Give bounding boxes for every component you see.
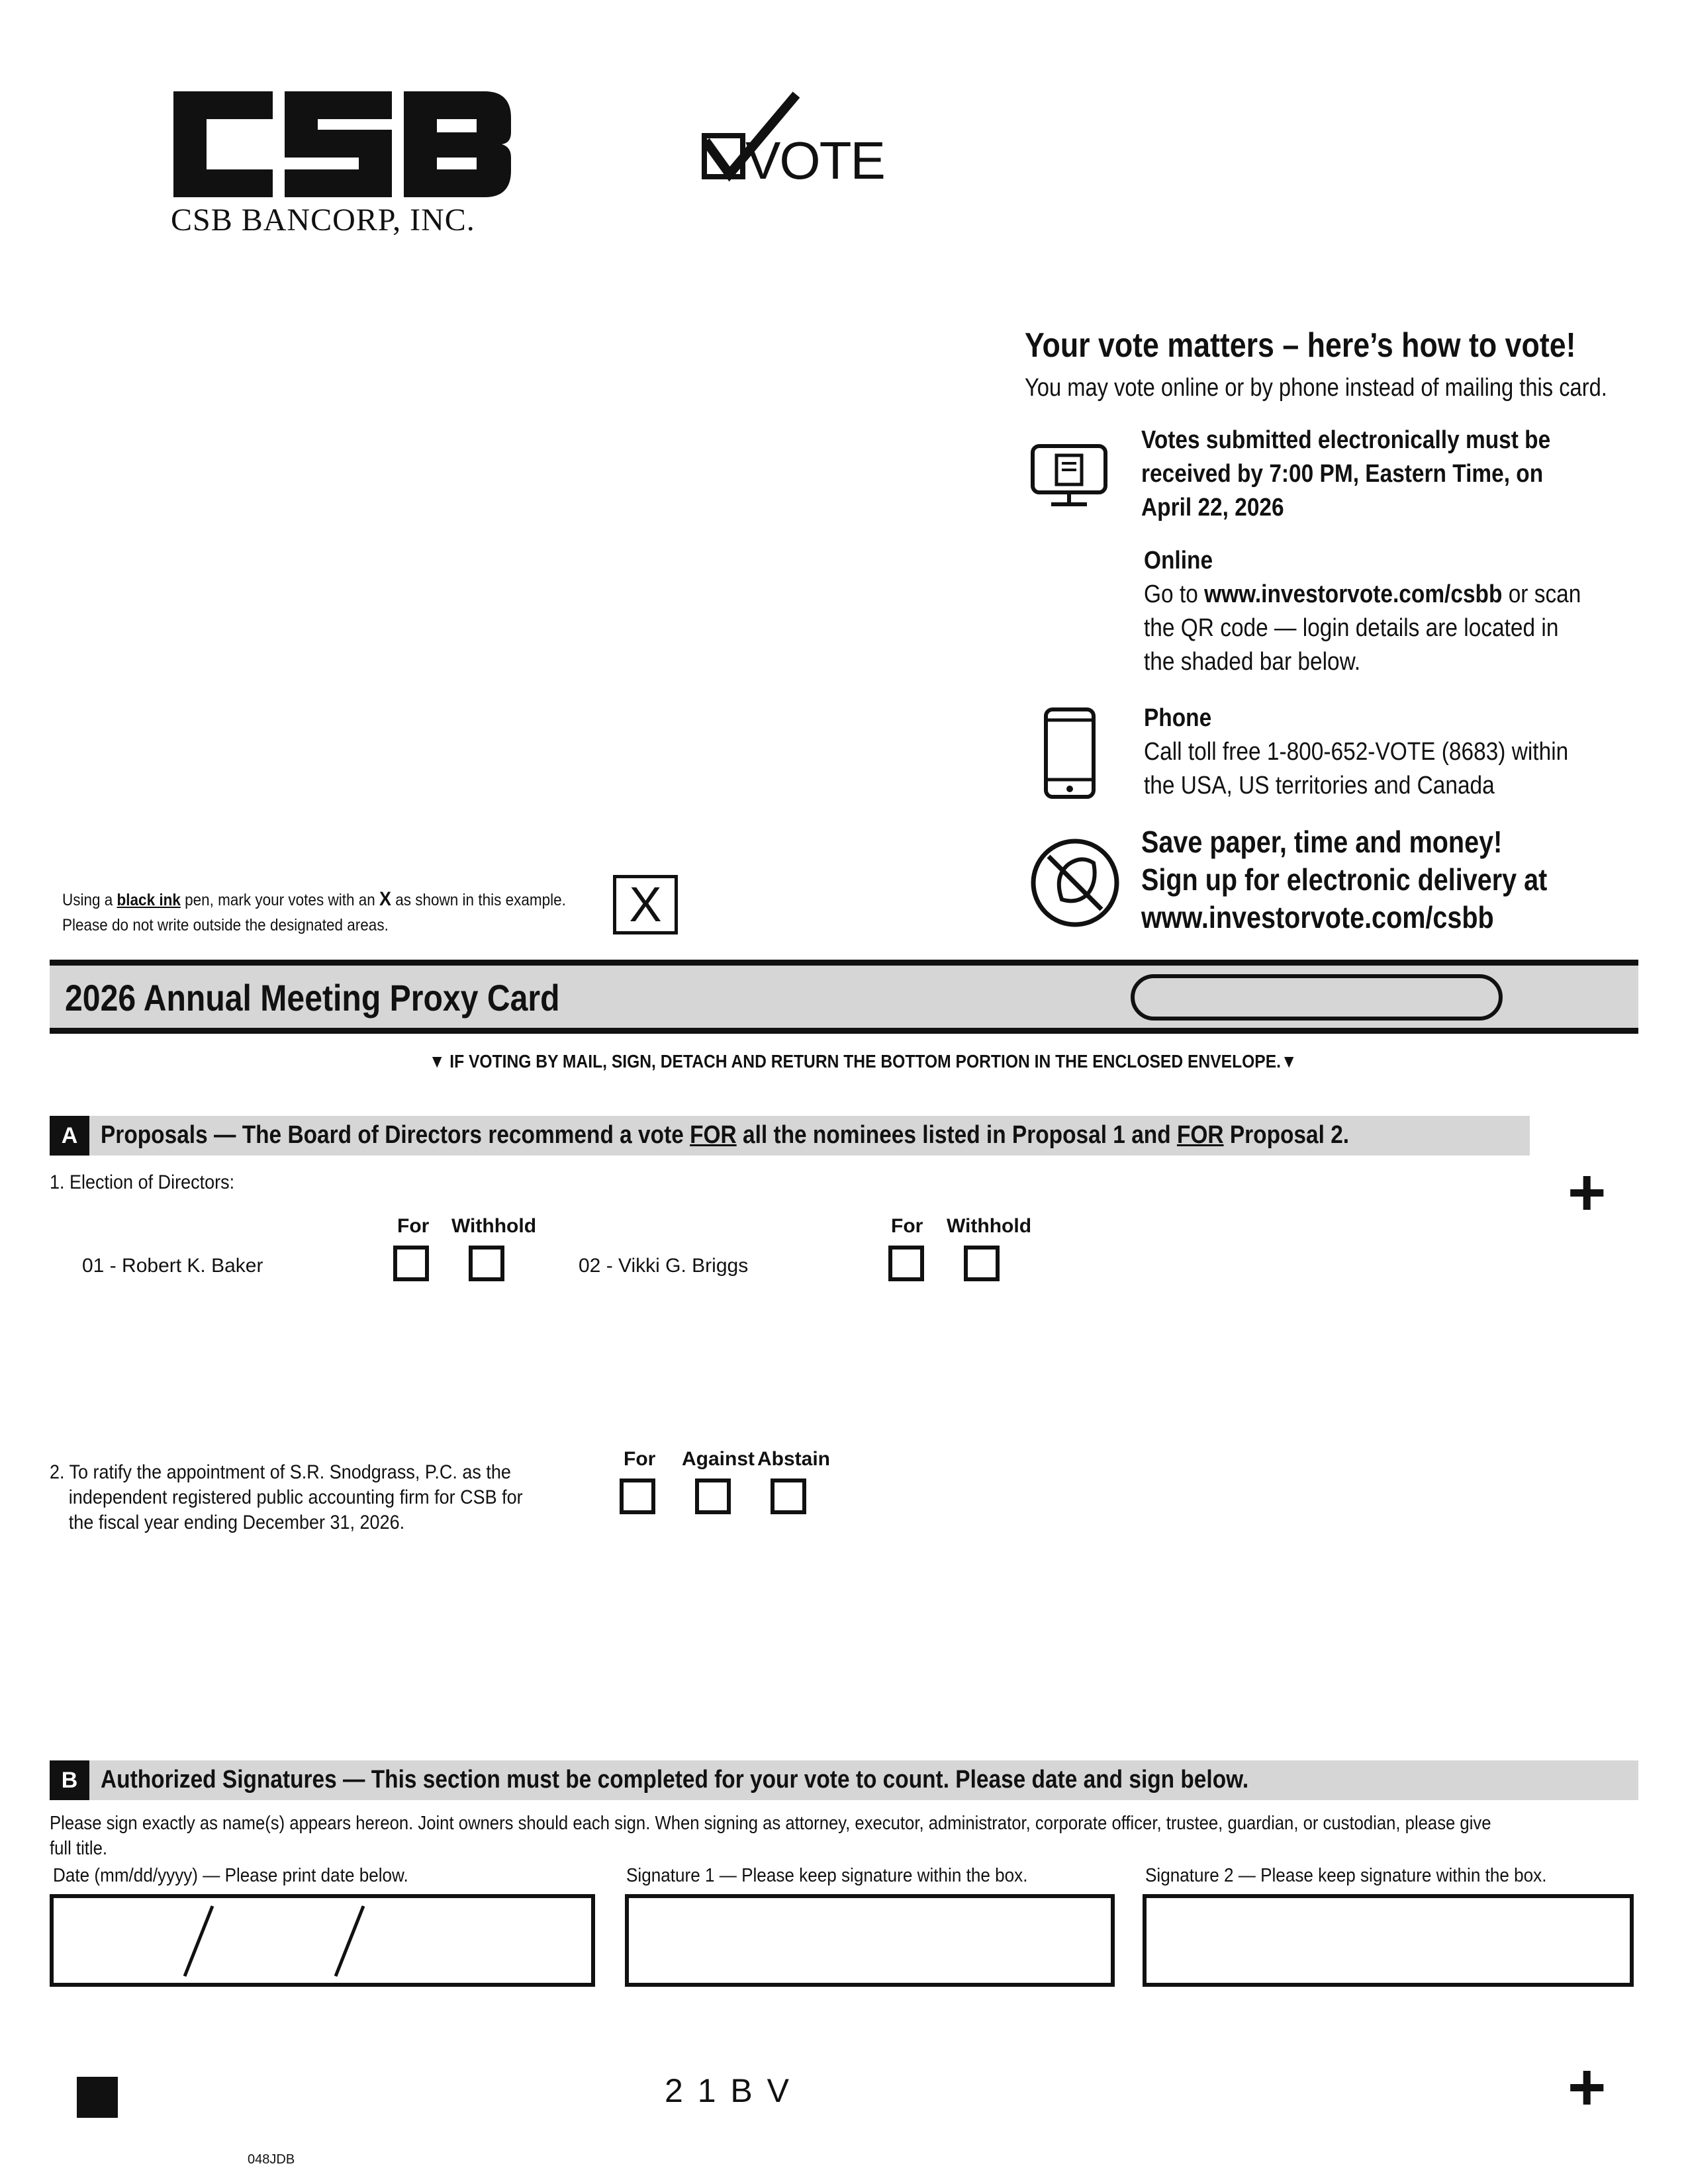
proposal-2-for-checkbox[interactable] xyxy=(620,1479,655,1514)
instr-mid: pen, mark your votes with an xyxy=(180,891,379,909)
deadline-line-3: April 22, 2026 xyxy=(1141,494,1284,522)
deadline-text xyxy=(1141,424,1550,525)
proposal-2-against-header: Against xyxy=(682,1448,755,1470)
paper-line-2: Sign up for electronic delivery at xyxy=(1141,862,1548,897)
signing-note-line-2: full title. xyxy=(50,1838,108,1859)
date-label: Date (mm/dd/yyyy) — Please print date below. xyxy=(53,1865,408,1886)
nominee-1-for-checkbox[interactable] xyxy=(393,1246,429,1281)
signing-note-line-1: Please sign exactly as name(s) appears hereon. Joint owners should each sign. When signing as attorney, executor, administrator, corporate officer, trustee, guardian, or custodian, please give xyxy=(50,1813,1491,1834)
paper-line-1: Save paper, time and money! xyxy=(1141,825,1503,859)
online-line-1-suffix: or scan xyxy=(1502,580,1581,608)
date-separator-slashes xyxy=(54,1898,591,1983)
nominee-2-withhold-header: Withhold xyxy=(947,1215,1032,1237)
marking-instructions xyxy=(62,887,566,938)
nominee-1-name: 01 - Robert K. Baker xyxy=(82,1255,263,1277)
instr-x: X xyxy=(379,888,391,910)
signature-2-box[interactable] xyxy=(1143,1894,1634,1987)
nominee-2-for-checkbox[interactable] xyxy=(888,1246,924,1281)
section-b-letter: B xyxy=(50,1760,89,1800)
proxy-bar-bottom-rule xyxy=(50,1028,1638,1034)
section-b-title: Authorized Signatures — This section must be completed for your vote to count. Please date and sign below. xyxy=(101,1766,1249,1794)
proposal-2-abstain-checkbox[interactable] xyxy=(771,1479,806,1514)
signing-instructions xyxy=(50,1811,1491,1861)
nominee-1-for-header: For xyxy=(397,1215,430,1237)
section-a-title-suffix: Proposal 2. xyxy=(1223,1121,1350,1149)
deadline-line-1: Votes submitted electronically must be xyxy=(1141,426,1551,454)
signature-1-label: Signature 1 — Please keep signature within the box. xyxy=(626,1865,1028,1886)
online-line-3: the shaded bar below. xyxy=(1144,648,1361,676)
registration-square xyxy=(77,2077,118,2118)
online-line-2: the QR code — login details are located in xyxy=(1144,614,1559,642)
proposal-2-line-2: independent registered public accounting firm for CSB for xyxy=(68,1486,523,1508)
proposal-2-line-1: 2. To ratify the appointment of S.R. Snodgrass, P.C. as the xyxy=(50,1461,511,1483)
nominee-2-for-header: For xyxy=(891,1215,923,1237)
section-a-letter: A xyxy=(50,1116,89,1156)
online-line-1-prefix: Go to xyxy=(1144,580,1205,608)
instructions-line-2: Please do not write outside the designated areas. xyxy=(62,916,389,934)
paper-url-link[interactable]: www.investorvote.com/csbb xyxy=(1141,900,1494,934)
date-input-box[interactable] xyxy=(50,1894,595,1987)
section-a-title-prefix: Proposals — The Board of Directors recommend a vote xyxy=(101,1121,690,1149)
section-a-for-2: FOR xyxy=(1176,1121,1224,1149)
control-number-field xyxy=(1131,974,1503,1021)
proxy-bar-top-rule xyxy=(50,960,1638,966)
online-instructions xyxy=(1144,544,1581,679)
proposal-2-against-checkbox[interactable] xyxy=(695,1479,731,1514)
computer-icon xyxy=(1030,443,1108,510)
mail-return-note: ▼ IF VOTING BY MAIL, SIGN, DETACH AND RETURN THE BOTTOM PORTION IN THE ENCLOSED ENVELOPE.▼ xyxy=(429,1051,1297,1071)
proposal-2-abstain-header: Abstain xyxy=(757,1448,831,1470)
proposal-2-text xyxy=(50,1460,523,1535)
signature-2-label: Signature 2 — Please keep signature within the box. xyxy=(1145,1865,1547,1886)
nominee-2-name: 02 - Vikki G. Briggs xyxy=(579,1255,749,1277)
section-a-title xyxy=(101,1121,1349,1150)
example-mark-box xyxy=(613,875,678,934)
no-paper-leaf-icon xyxy=(1029,837,1121,929)
instr-suffix: as shown in this example. xyxy=(391,891,566,909)
nominee-1-withhold-header: Withhold xyxy=(451,1215,537,1237)
csb-logo xyxy=(173,91,511,197)
phone-line-2: the USA, US territories and Canada xyxy=(1144,772,1495,799)
registration-plus-bottom: + xyxy=(1568,2050,1607,2124)
proposal-1-label: 1. Election of Directors: xyxy=(50,1171,235,1193)
signature-1-box[interactable] xyxy=(625,1894,1115,1987)
csb-logo-mark xyxy=(173,91,511,197)
vote-info-title: Your vote matters – here’s how to vote! xyxy=(1025,326,1576,365)
online-line-1 xyxy=(1144,578,1581,612)
online-url-link[interactable]: www.investorvote.com/csbb xyxy=(1204,580,1503,608)
instructions-line-1 xyxy=(62,887,566,913)
online-title: Online xyxy=(1144,547,1213,574)
company-name: CSB BANCORP, INC. xyxy=(171,203,475,238)
proposal-2-for-header: For xyxy=(624,1448,656,1470)
registration-plus-top: + xyxy=(1568,1156,1607,1230)
footer-code: 2 1 B V xyxy=(665,2072,792,2109)
section-a-for-1: FOR xyxy=(690,1121,737,1149)
example-x-mark: X xyxy=(629,877,662,932)
electronic-delivery-promo xyxy=(1141,823,1547,936)
proxy-card-title: 2026 Annual Meeting Proxy Card xyxy=(65,977,560,1019)
instr-prefix: Using a xyxy=(62,891,117,909)
phone-title: Phone xyxy=(1144,704,1212,732)
proposal-2-line-3: the fiscal year ending December 31, 2026. xyxy=(68,1512,405,1533)
phone-instructions xyxy=(1144,702,1568,803)
nominee-1-withhold-checkbox[interactable] xyxy=(469,1246,504,1281)
vote-logo-text: VOTE xyxy=(745,131,884,190)
deadline-line-2: received by 7:00 PM, Eastern Time, on xyxy=(1141,460,1544,488)
vote-info-subtitle: You may vote online or by phone instead of mailing this card. xyxy=(1025,374,1607,402)
form-code: 048JDB xyxy=(248,2152,295,2167)
vote-logo xyxy=(700,89,884,190)
instr-black-ink: black ink xyxy=(117,891,181,909)
phone-icon xyxy=(1043,707,1096,799)
section-a-title-mid: all the nominees listed in Proposal 1 and xyxy=(736,1121,1177,1149)
nominee-2-withhold-checkbox[interactable] xyxy=(964,1246,1000,1281)
phone-line-1: Call toll free 1-800-652-VOTE (8683) within xyxy=(1144,738,1569,766)
